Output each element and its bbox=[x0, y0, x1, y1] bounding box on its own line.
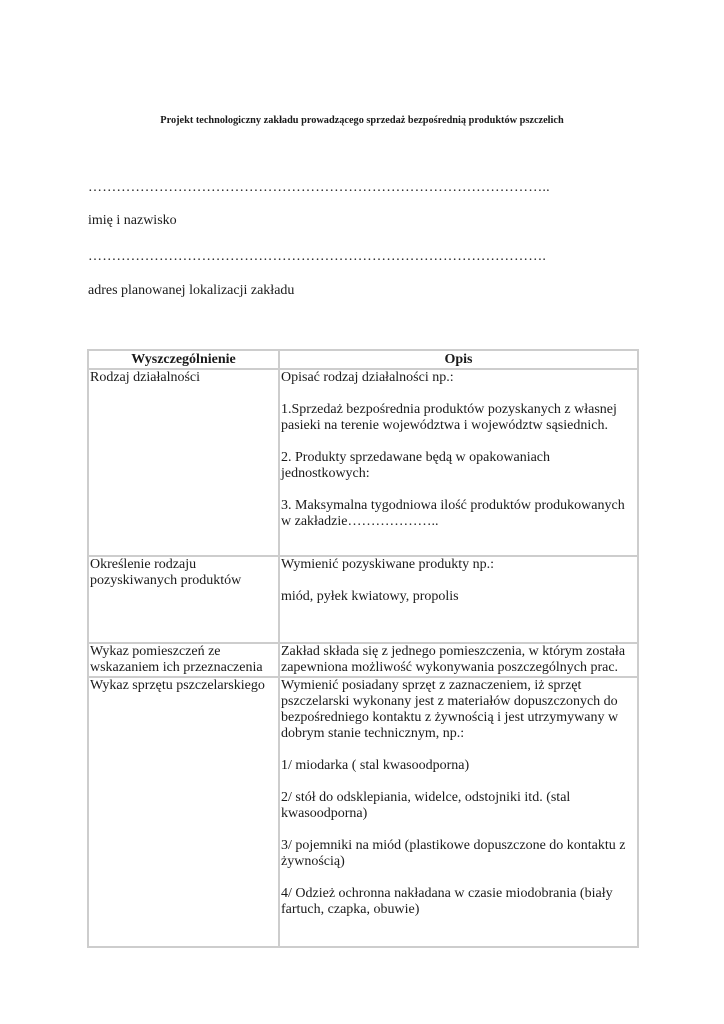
description-line: Opisać rodzaj działalności np.: bbox=[281, 370, 454, 385]
row-item: Określenie rodzaju pozyskiwanych produktów bbox=[88, 556, 279, 643]
table-row bbox=[88, 677, 638, 947]
description-line: 2/ stół do odsklepiania, widelce, odstojniki itd. (stal kwasoodporna) bbox=[281, 790, 571, 821]
name-fill-line: …………………………………………………………………………………….. bbox=[88, 180, 550, 195]
description-line: miód, pyłek kwiatowy, propolis bbox=[281, 589, 459, 604]
description-line: Zakład składa się z jednego pomieszczenia, w którym została zapewniona możliwość wykonywania poszczególnych prac. bbox=[281, 644, 626, 675]
table-row bbox=[88, 556, 638, 643]
name-label: imię i nazwisko bbox=[88, 213, 177, 228]
description-line: 1/ miodarka ( stal kwasoodporna) bbox=[281, 758, 470, 773]
description-line: 3/ pojemniki na miód (plastikowe dopuszczone do kontaktu z żywnością) bbox=[281, 838, 626, 869]
description-line: 3. Maksymalna tygodniowa ilość produktów produkowanych w zakładzie……………….. bbox=[281, 498, 625, 529]
table-row bbox=[88, 643, 638, 677]
row-item: Wykaz sprzętu pszczelarskiego bbox=[88, 677, 279, 947]
table-header-row bbox=[88, 350, 638, 369]
header-item: Wyszczególnienie bbox=[88, 350, 279, 369]
table-row bbox=[88, 369, 638, 556]
row-description bbox=[279, 556, 638, 643]
row-description bbox=[279, 369, 638, 556]
description-line: Wymienić posiadany sprzęt z zaznaczeniem, iż sprzęt pszczelarski wykonany jest z materiałów dopuszczonych do bezpośredniego kontaktu z żywnością i jest utrzymywany w dobrym stanie technicznym, np.: bbox=[281, 678, 619, 741]
header-description: Opis bbox=[279, 350, 638, 369]
address-fill-line: ……………………………………………………………………………………. bbox=[88, 249, 547, 264]
row-item: Rodzaj działalności bbox=[88, 369, 279, 556]
description-line: 4/ Odzież ochronna nakładana w czasie miodobrania (biały fartuch, czapka, obuwie) bbox=[281, 886, 613, 917]
description-line: Wymienić pozyskiwane produkty np.: bbox=[281, 557, 495, 572]
description-line: 1.Sprzedaż bezpośrednia produktów pozyskanych z własnej pasieki na terenie województwa i województw sąsiednich. bbox=[281, 402, 617, 433]
row-description bbox=[279, 677, 638, 947]
address-label: adres planowanej lokalizacji zakładu bbox=[88, 283, 295, 298]
row-description bbox=[279, 643, 638, 677]
document-title: Projekt technologiczny zakładu prowadzącego sprzedaż bezpośrednią produktów pszczelich bbox=[160, 115, 564, 126]
description-line: 2. Produkty sprzedawane będą w opakowaniach jednostkowych: bbox=[281, 450, 551, 481]
project-table bbox=[87, 349, 639, 948]
row-item: Wykaz pomieszczeń ze wskazaniem ich przeznaczenia bbox=[88, 643, 279, 677]
